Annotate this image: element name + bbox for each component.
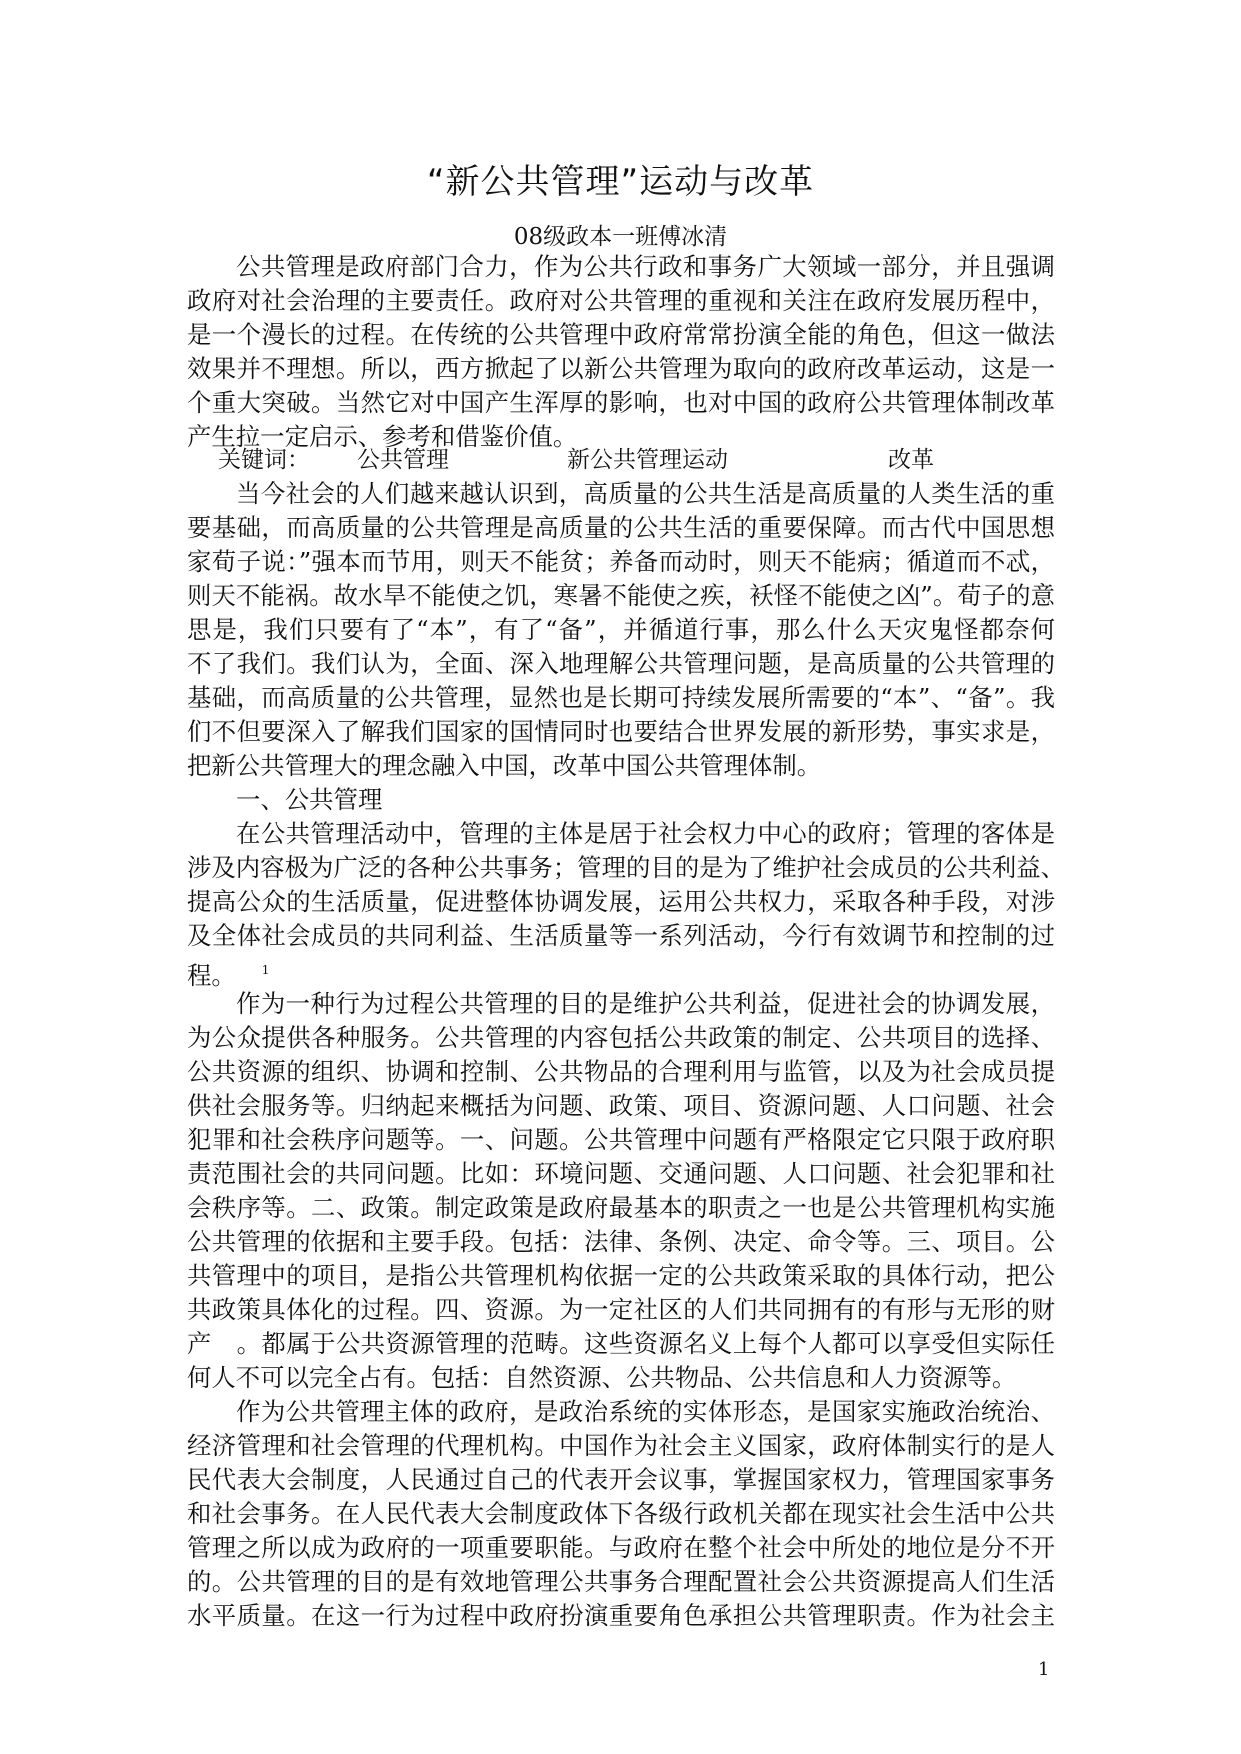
intro-line: 当今社会的人们越来越认识到，高质量的公共生活是高质量的人类生活的重 <box>236 479 1055 508</box>
body-line: 经济管理和社会管理的代理机构。中国作为社会主义国家，政府体制实行的是人 <box>187 1431 1055 1460</box>
abstract-line: 产生拉一定启示、参考和借鉴价值。 <box>187 422 578 451</box>
body-line: 共管理中的项目，是指公共管理机构依据一定的公共政策采取的具体行动，把公 <box>187 1261 1055 1290</box>
document-title: “新公共管理”运动与改革 <box>426 162 815 202</box>
body-line: 作为一种行为过程公共管理的目的是维护公共利益，促进社会的协调发展， <box>236 989 1055 1018</box>
abstract-line: 效果并不理想。所以，西方掀起了以新公共管理为取向的政府改革运动，这是一 <box>187 354 1055 383</box>
body-line: 犯罪和社会秩序问题等。一、问题。公共管理中问题有严格限定它只限于政府职 <box>187 1125 1055 1154</box>
body-line: 共政策具体化的过程。四、资源。为一定社区的人们共同拥有的有形与无形的财 <box>187 1295 1055 1324</box>
intro-line: 把新公共管理大的理念融入中国，改革中国公共管理体制。 <box>187 751 822 780</box>
abstract-line: 政府对社会治理的主要责任。政府对公共管理的重视和关注在政府发展历程中， <box>187 286 1055 315</box>
abstract-line: 公共管理是政府部门合力，作为公共行政和事务广大领域一部分，并且强调 <box>236 252 1055 281</box>
intro-line: 思是，我们只要有了“本”，有了“备”，并循道行事，那么什么天灾鬼怪都奈何 <box>187 615 1055 644</box>
intro-line: 家荀子说：”强本而节用，则天不能贫；养备而动时，则天不能病；循道而不忒， <box>187 547 1055 576</box>
body-line: 的。公共管理的目的是有效地管理公共事务合理配置社会公共资源提高人们生活 <box>187 1567 1055 1596</box>
body-line: 会秩序等。二、政策。制定政策是政府最基本的职责之一也是公共管理机构实施 <box>187 1193 1055 1222</box>
body-line: 何人不可以完全占有。包括：自然资源、公共物品、公共信息和人力资源等。 <box>187 1363 1017 1392</box>
body-line: 公共资源的组织、协调和控制、公共物品的合理利用与监管，以及为社会成员提 <box>187 1057 1055 1086</box>
body-line: 责范围社会的共同问题。比如：环境问题、交通问题、人口问题、社会犯罪和社 <box>187 1159 1055 1188</box>
keyword: 新公共管理运动 <box>567 447 728 473</box>
author-line: 08级政本一班傅冰清 <box>513 224 728 250</box>
intro-line: 要基础，而高质量的公共管理是高质量的公共生活的重要保障。而古代中国思想 <box>187 513 1055 542</box>
body-line: 提高公众的生活质量，促进整体协调发展，运用公共权力，采取各种手段，对涉 <box>187 887 1055 916</box>
body-line: 供社会服务等。归纳起来概括为问题、政策、项目、资源问题、人口问题、社会 <box>187 1091 1055 1120</box>
body-line: 及全体社会成员的共同利益、生活质量等一系列活动，今行有效调节和控制的过 <box>187 921 1055 950</box>
footnote-marker: 1 <box>261 963 270 977</box>
body-line: 和社会事务。在人民代表大会制度政体下各级行政机关都在现实社会生活中公共 <box>187 1499 1055 1528</box>
keywords-label: 关键词： <box>218 447 310 473</box>
intro-line: 不了我们。我们认为，全面、深入地理解公共管理问题，是高质量的公共管理的 <box>187 649 1055 678</box>
abstract-line: 个重大突破。当然它对中国产生浑厚的影响，也对中国的政府公共管理体制改革 <box>187 388 1055 417</box>
page-number: 1 <box>1038 1659 1050 1680</box>
body-line: 在公共管理活动中，管理的主体是居于社会权力中心的政府；管理的客体是 <box>236 819 1055 848</box>
body-line: 产 。都属于公共资源管理的范畴。这些资源名义上每个人都可以享受但实际任 <box>187 1329 1055 1358</box>
body-line: 作为公共管理主体的政府，是政治系统的实体形态，是国家实施政治统治、 <box>236 1397 1055 1426</box>
intro-line: 们不但要深入了解我们国家的国情同时也要结合世界发展的新形势，事实求是， <box>187 717 1055 746</box>
body-line: 涉及内容极为广泛的各种公共事务；管理的目的是为了维护社会成员的公共利益、 <box>187 853 1066 882</box>
body-line: 管理之所以成为政府的一项重要职能。与政府在整个社会中所处的地位是分不开 <box>187 1533 1055 1562</box>
body-line: 水平质量。在这一行为过程中政府扮演重要角色承担公共管理职责。作为社会主 <box>187 1601 1055 1630</box>
intro-line: 则天不能祸。故水旱不能使之饥，寒暑不能使之疾，袄怪不能使之凶”。荀子的意 <box>187 581 1055 610</box>
body-line-text: 程。 <box>187 961 236 990</box>
keyword: 公共管理 <box>357 447 449 473</box>
intro-line: 基础，而高质量的公共管理，显然也是长期可持续发展所需要的“本”、“备”。我 <box>187 683 1055 712</box>
section-heading: 一、公共管理 <box>236 785 383 814</box>
body-line: 公共管理的依据和主要手段。包括：法律、条例、决定、命令等。三、项目。公 <box>187 1227 1055 1256</box>
keyword: 改革 <box>888 447 934 473</box>
abstract-line: 是一个漫长的过程。在传统的公共管理中政府常常扮演全能的角色，但这一做法 <box>187 320 1055 349</box>
body-line: 民代表大会制度，人民通过自己的代表开会议事，掌握国家权力，管理国家事务 <box>187 1465 1055 1494</box>
body-line: 为公众提供各种服务。公共管理的内容包括公共政策的制定、公共项目的选择、 <box>187 1023 1055 1052</box>
